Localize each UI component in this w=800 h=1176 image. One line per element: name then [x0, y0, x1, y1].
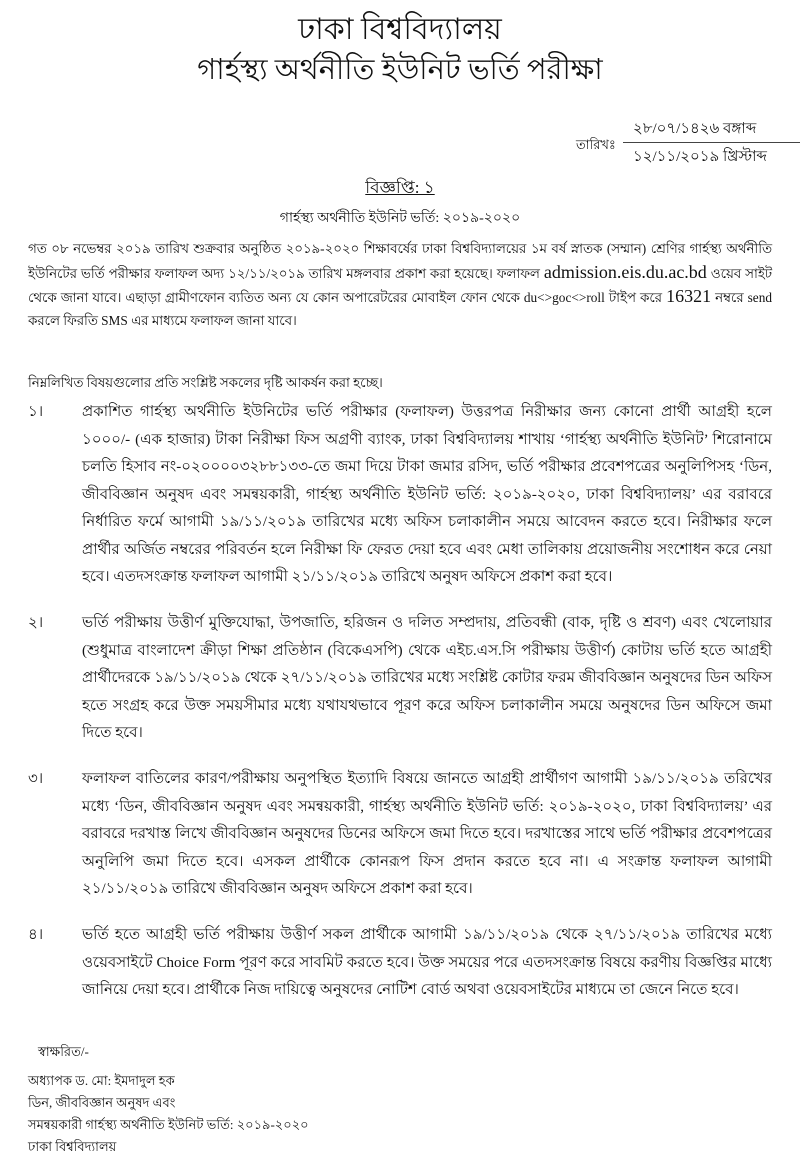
date-label: তারিখঃ	[576, 137, 616, 152]
attention-line: নিম্নলিখিত বিষয়গুলোর প্রতি সংশ্লিষ্ট সকলের দৃষ্টি আকর্ষন করা হচ্ছে।	[28, 375, 383, 390]
date-block	[623, 118, 800, 168]
sms-format: du<>goc<>roll	[523, 290, 605, 305]
intro-text-2: ওয়েব সাইট থেকে জানা যাবে। এছাড়া গ্রামীণফোন ব্যতিত অন্য যে কোন অপারেটরের মোবাইল ফোন থেকে	[28, 265, 772, 305]
intro-text-3: টাইপ করে	[604, 290, 667, 305]
exam-title: গার্হস্থ্য অর্থনীতি ইউনিট ভর্তি পরীক্ষা	[197, 54, 603, 86]
item-number: ১।	[28, 404, 44, 420]
item-text: ভর্তি হতে আগ্রহী ভর্তি পরীক্ষায় উত্তীর্ণ সকল প্রার্থীকে আগামী ১৯/১১/২০১৯ থেকে ২৭/১১/২০১৯ তারিখের মধ্যে ওয়েবসাইটে Choice Form পূরণ করে সাবমিট করতে হবে। উক্ত সময়ের পরে এতদসংক্রান্ত বিষয়ে করণীয় বিজ্ঞপ্তির মাধ্যে জানিয়ে দেয়া হবে। প্রার্থীকে নিজ দায়িত্বে অনুষদের নোটিশ বোর্ড অথবা ওয়েবসাইটের মাধ্যমে তা জেনে নিতে হবে।	[82, 927, 772, 998]
item-number: ৩।	[28, 771, 44, 787]
item-text: প্রকাশিত গার্হস্থ্য অর্থনীতি ইউনিটের ভর্তি পরীক্ষার (ফলাফল) উত্তরপত্র নিরীক্ষার জন্য কোনো প্রার্থী আগ্রহী হলে ১০০০/- (এক হাজার) টাকা নিরীক্ষা ফিস অগ্রণী ব্যাংক, ঢাকা বিশ্ববিদ্যালয় শাখায় ‘গার্হস্থ্য অর্থনীতি ইউনিট’ শিরোনামে চলতি হিসাব নং-০২০০০০৩২৮৮১৩৩-তে জমা দিয়ে টাকা জমার রসিদ, ভর্তি পরীক্ষার প্রবেশপত্রের অনুলিপিসহ ‘ডিন, জীববিজ্ঞান অনুষদ এবং সমন্বয়কারী, গার্হস্থ্য অর্থনীতি ইউনিট ভর্তি: ২০১৯-২০২০, ঢাকা বিশ্ববিদ্যালয়’ এর বরাবরে নির্ধারিত ফর্মে আগামী ১৯/১১/২০১৯ তারিখের মধ্যে অফিস চলাকালীন সময়ে আবেদন করতে হবে। নিরীক্ষার ফলে প্রার্থীর অর্জিত নম্বরের পরিবর্তন হলে নিরীক্ষা ফি ফেরত দেয়া হবে এবং মেধা তালিকায় প্রয়োজনীয় সংশোধন করে নেয়া হবে। এতদসংক্রান্ত ফলাফল আগামী ২১/১১/২০১৯ তারিখে অনুষদ অফিসে প্রকাশ করা হবে।	[82, 404, 772, 585]
notice-title-text: বিজ্ঞপ্তি: ১	[365, 178, 435, 197]
date-gregorian: ১২/১১/২০১৯ খ্রিস্টাব্দ	[633, 149, 767, 165]
signatory-institution: ঢাকা বিশ্ববিদ্যালয়	[28, 1139, 117, 1154]
date-bangla: ২৮/০৭/১৪২৬ বঙ্গাব্দ	[633, 121, 757, 137]
item-number: ২।	[28, 615, 44, 631]
intro-paragraph	[28, 238, 772, 332]
item-number: ৪।	[28, 927, 44, 943]
intro-text-4: নম্বরে send করলে ফিরতি SMS এর মাধ্যমে ফলাফল জানা যাবে।	[28, 290, 773, 328]
date-divider	[623, 142, 800, 143]
signatory-title-2: সমন্বয়কারী গার্হস্থ্য অর্থনীতি ইউনিট ভর্তি: ২০১৯-২০২০	[28, 1117, 309, 1132]
intro-text-1: গত ০৮ নভেম্বর ২০১৯ তারিখ শুক্রবার অনুষ্ঠিত ২০১৯-২০২০ শিক্ষাবর্ষের ঢাকা বিশ্ববিদ্যালয়ের ১ম বর্ষ স্নাতক (সম্মান) শ্রেণির গার্হস্থ্য অর্থনীতি ইউনিটের ভর্তি পরীক্ষার ফলাফল অদ্য ১২/১১/২০১৯ তারিখ মঙ্গলবার প্রকাশ করা হয়েছে। ফলাফল	[28, 241, 772, 281]
item-text: ফলাফল বাতিলের কারণ/পরীক্ষায় অনুপস্থিত ইত্যাদি বিষয়ে জানতে আগ্রহী প্রার্থীগণ আগামী ১৯/১১/২০১৯ তরিখের মধ্যে ‘ডিন, জীববিজ্ঞান অনুষদ এবং সমন্বয়কারী, গার্হস্থ্য অর্থনীতি ইউনিট ভর্তি: ২০১৯-২০২০, ঢাকা বিশ্ববিদ্যালয়’ এর বরাবরে দরখাস্ত লিখে জীববিজ্ঞান অনুষদের ডিনের অফিসে জমা দিতে হবে। দরখাস্তের সাথে ভর্তি পরীক্ষার প্রবেশপত্রের অনুলিপি জমা দিতে হবে। এসকল প্রার্থীকে কোনরূপ ফিস প্রদান করতে হবে না। এ সংক্রান্ত ফলাফল আগামী ২১/১১/২০১৯ তারিখে জীববিজ্ঞান অনুষদ অফিসে প্রকাশ করা হবে।	[82, 771, 772, 897]
item-text: ভর্তি পরীক্ষায় উত্তীর্ণ মুক্তিযোদ্ধা, উপজাতি, হরিজন ও দলিত সম্প্রদায়, প্রতিবন্ধী (বাক, দৃষ্টি ও শ্রবণ) এবং খেলোয়ার (শুধুমাত্র বাংলাদেশ ক্রীড়া শিক্ষা প্রতিষ্ঠান (বিকেএসপি) থেকে এইচ.এস.সি পরীক্ষায় উত্তীর্ণ) কোটায় ভর্তি হতে আগ্রহী প্রার্থীদেরকে ১৯/১১/২০১৯ থেকে ২৭/১১/২০১৯ তারিখের মধ্যে সংশ্লিষ্ট কোটার ফরম জীববিজ্ঞান অনুষদের ডিন অফিস হতে সংগ্রহ করে উক্ত সময়সীমার মধ্যে যথাযথভাবে পূরণ করে অফিস চলাকালীন সময়ে অনুষদের ডিন অফিসে জমা দিতে হবে।	[82, 615, 772, 741]
website-link[interactable]: admission.eis.du.ac.bd	[543, 261, 707, 282]
signatory-title-1: ডিন, জীববিজ্ঞান অনুষদ এবং	[28, 1095, 176, 1110]
notice-subtitle: গার্হস্থ্য অর্থনীতি ইউনিট ভর্তি: ২০১৯-২০২০	[279, 211, 521, 226]
university-title: ঢাকা বিশ্ববিদ্যালয়	[298, 13, 502, 46]
sms-number: 16321	[666, 286, 712, 306]
signatory-name: অধ্যাপক ড. মো: ইমদাদুল হক	[28, 1073, 175, 1088]
signed-mark: স্বাক্ষরিত/-	[38, 1044, 89, 1059]
notice-title	[0, 176, 800, 200]
